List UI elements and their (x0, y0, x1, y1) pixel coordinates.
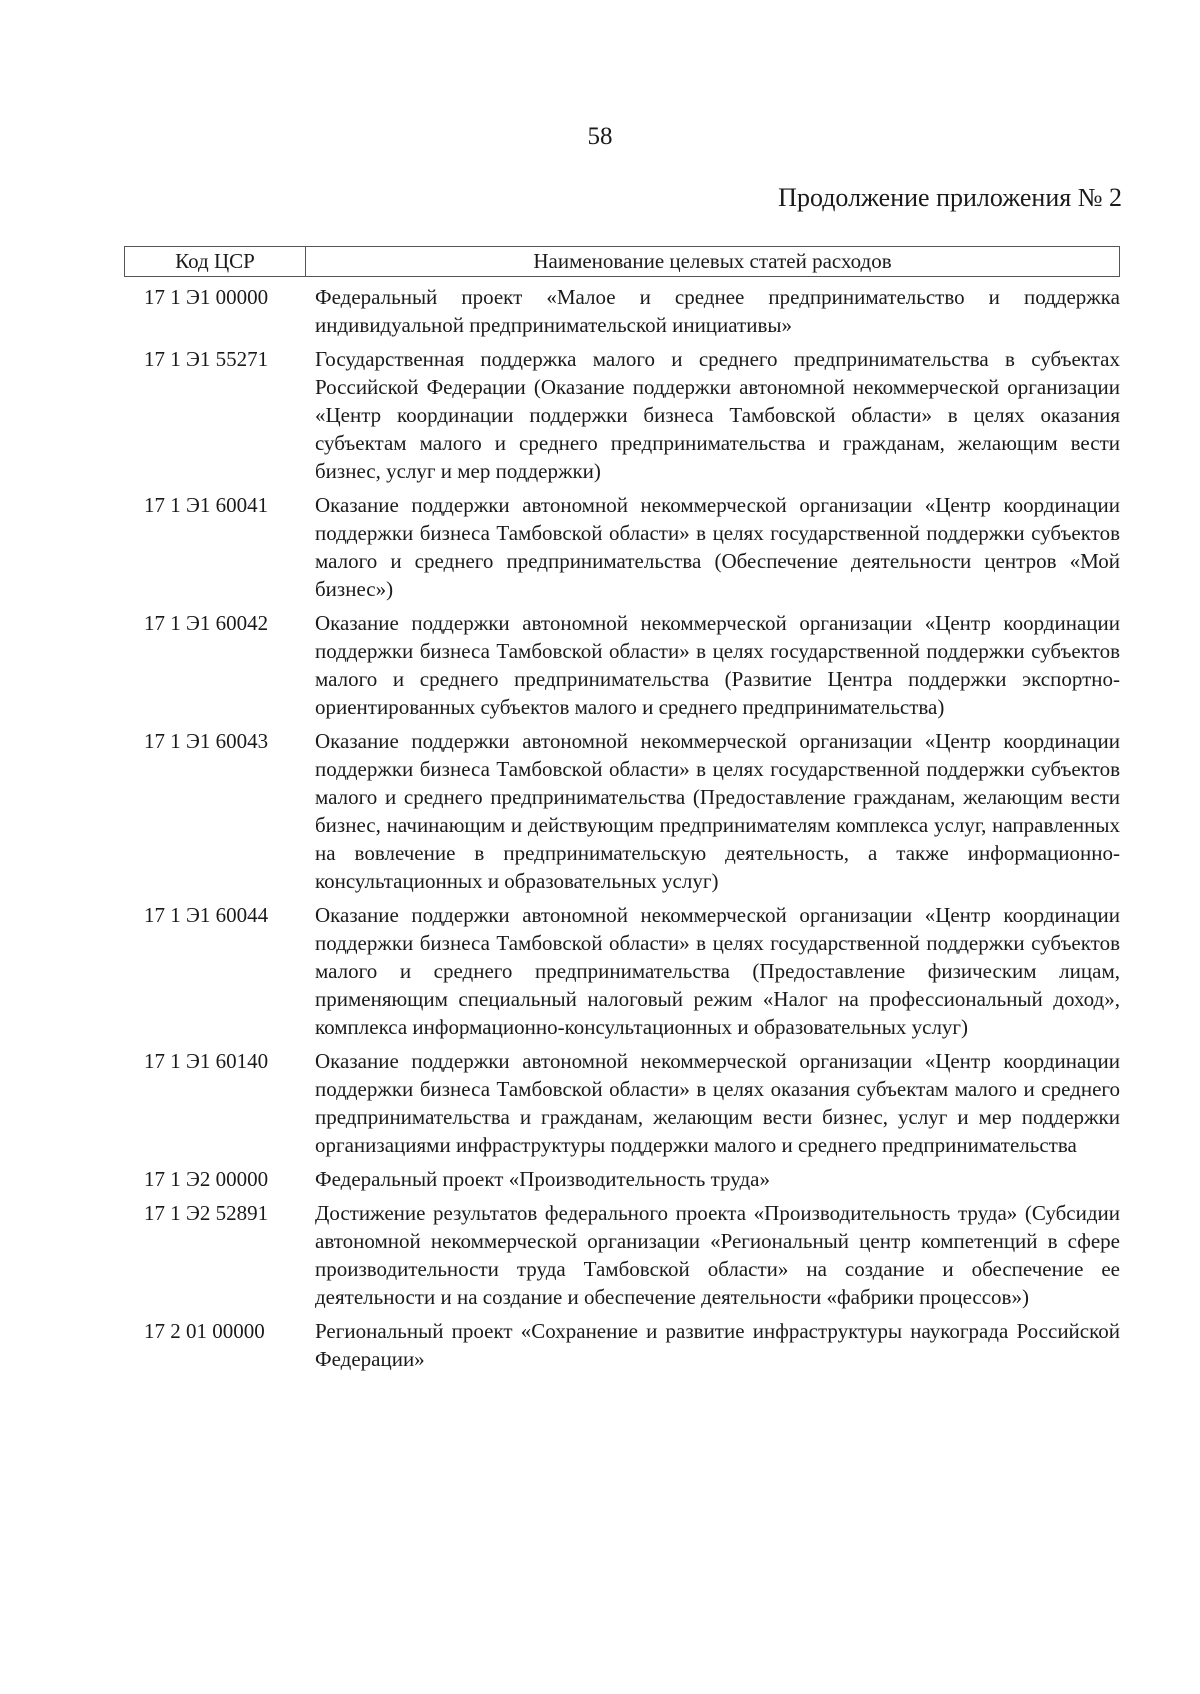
row-code: 17 1 Э1 60140 (144, 1049, 269, 1073)
page-number: 58 (587, 123, 613, 150)
row-name: Государственная поддержка малого и среднего предпринимательства в субъектах Российской Федерации (Оказание поддержки автономной некоммерческой организации «Центр координации поддержки бизнеса Тамбовской области» в целях оказания субъектам малого и среднего предпринимательства и гражданам, желающим вести бизнес, услуг и мер поддержки) (315, 347, 1120, 483)
table-row (124, 1199, 1120, 1311)
header-code: Код ЦСР (125, 247, 306, 276)
header-name: Наименование целевых статей расходов (533, 249, 892, 273)
table-row (124, 609, 1120, 721)
table-row (124, 1047, 1120, 1159)
continuation-label: Продолжение приложения № 2 (778, 183, 1122, 212)
expense-items-table (124, 246, 1120, 1379)
row-code: 17 1 Э1 60041 (144, 493, 269, 517)
row-code: 17 1 Э1 60044 (144, 903, 269, 927)
row-code: 17 2 01 00000 (144, 1319, 265, 1343)
row-code: 17 1 Э2 00000 (144, 1167, 269, 1191)
row-code: 17 1 Э1 00000 (144, 285, 269, 309)
table-row (124, 345, 1120, 485)
row-code: 17 1 Э1 60042 (144, 611, 269, 635)
row-name: Оказание поддержки автономной некоммерческой организации «Центр координации поддержки бизнеса Тамбовской области» в целях государственной поддержки субъектов малого и среднего предпринимательства (Предоставление физическим лицам, применяющим специальный налоговый режим «Налог на профессиональный доход», комплекса информационно-консультационных и образовательных услуг) (315, 903, 1120, 1039)
row-code: 17 1 Э1 60043 (144, 729, 269, 753)
row-code: 17 1 Э1 55271 (144, 347, 269, 371)
table-row (124, 491, 1120, 603)
row-code: 17 1 Э2 52891 (144, 1201, 269, 1225)
table-row (124, 1165, 1120, 1193)
table-header (124, 246, 1120, 277)
table-row (124, 1317, 1120, 1373)
row-name: Достижение результатов федерального проекта «Производительность труда» (Субсидии автономной некоммерческой организации «Региональный центр компетенций в сфере производительности труда Тамбовской области» на создание и обеспечение ее деятельности и на создание и обеспечение деятельности «фабрики процессов») (315, 1201, 1120, 1309)
table-row (124, 283, 1120, 339)
table-row (124, 727, 1120, 895)
row-name: Оказание поддержки автономной некоммерческой организации «Центр координации поддержки бизнеса Тамбовской области» в целях государственной поддержки субъектов малого и среднего предпринимательства (Предоставление гражданам, желающим вести бизнес, начинающим и действующим предпринимателям комплекса услуг, направленных на вовлечение в предпринимательскую деятельность, а также информационно-консультационных и образовательных услуг) (315, 729, 1120, 893)
table-body (124, 283, 1120, 1373)
row-name: Федеральный проект «Малое и среднее предпринимательство и поддержка индивидуальной предпринимательской инициативы» (315, 285, 1120, 337)
row-name: Региональный проект «Сохранение и развитие инфраструктуры наукограда Российской Федерации» (315, 1319, 1120, 1371)
row-name: Оказание поддержки автономной некоммерческой организации «Центр координации поддержки бизнеса Тамбовской области» в целях государственной поддержки субъектов малого и среднего предпринимательства (Обеспечение деятельности центров «Мой бизнес») (315, 493, 1120, 601)
row-name: Федеральный проект «Производительность труда» (315, 1167, 770, 1191)
row-name: Оказание поддержки автономной некоммерческой организации «Центр координации поддержки бизнеса Тамбовской области» в целях оказания субъектам малого и среднего предпринимательства и гражданам, желающим вести бизнес, услуг и мер поддержки организациями инфраструктуры поддержки малого и среднего предпринимательства (315, 1049, 1120, 1157)
table-row (124, 901, 1120, 1041)
row-name: Оказание поддержки автономной некоммерческой организации «Центр координации поддержки бизнеса Тамбовской области» в целях государственной поддержки субъектов малого и среднего предпринимательства (Развитие Центра поддержки экспортно-ориентированных субъектов малого и среднего предпринимательства) (315, 611, 1120, 719)
